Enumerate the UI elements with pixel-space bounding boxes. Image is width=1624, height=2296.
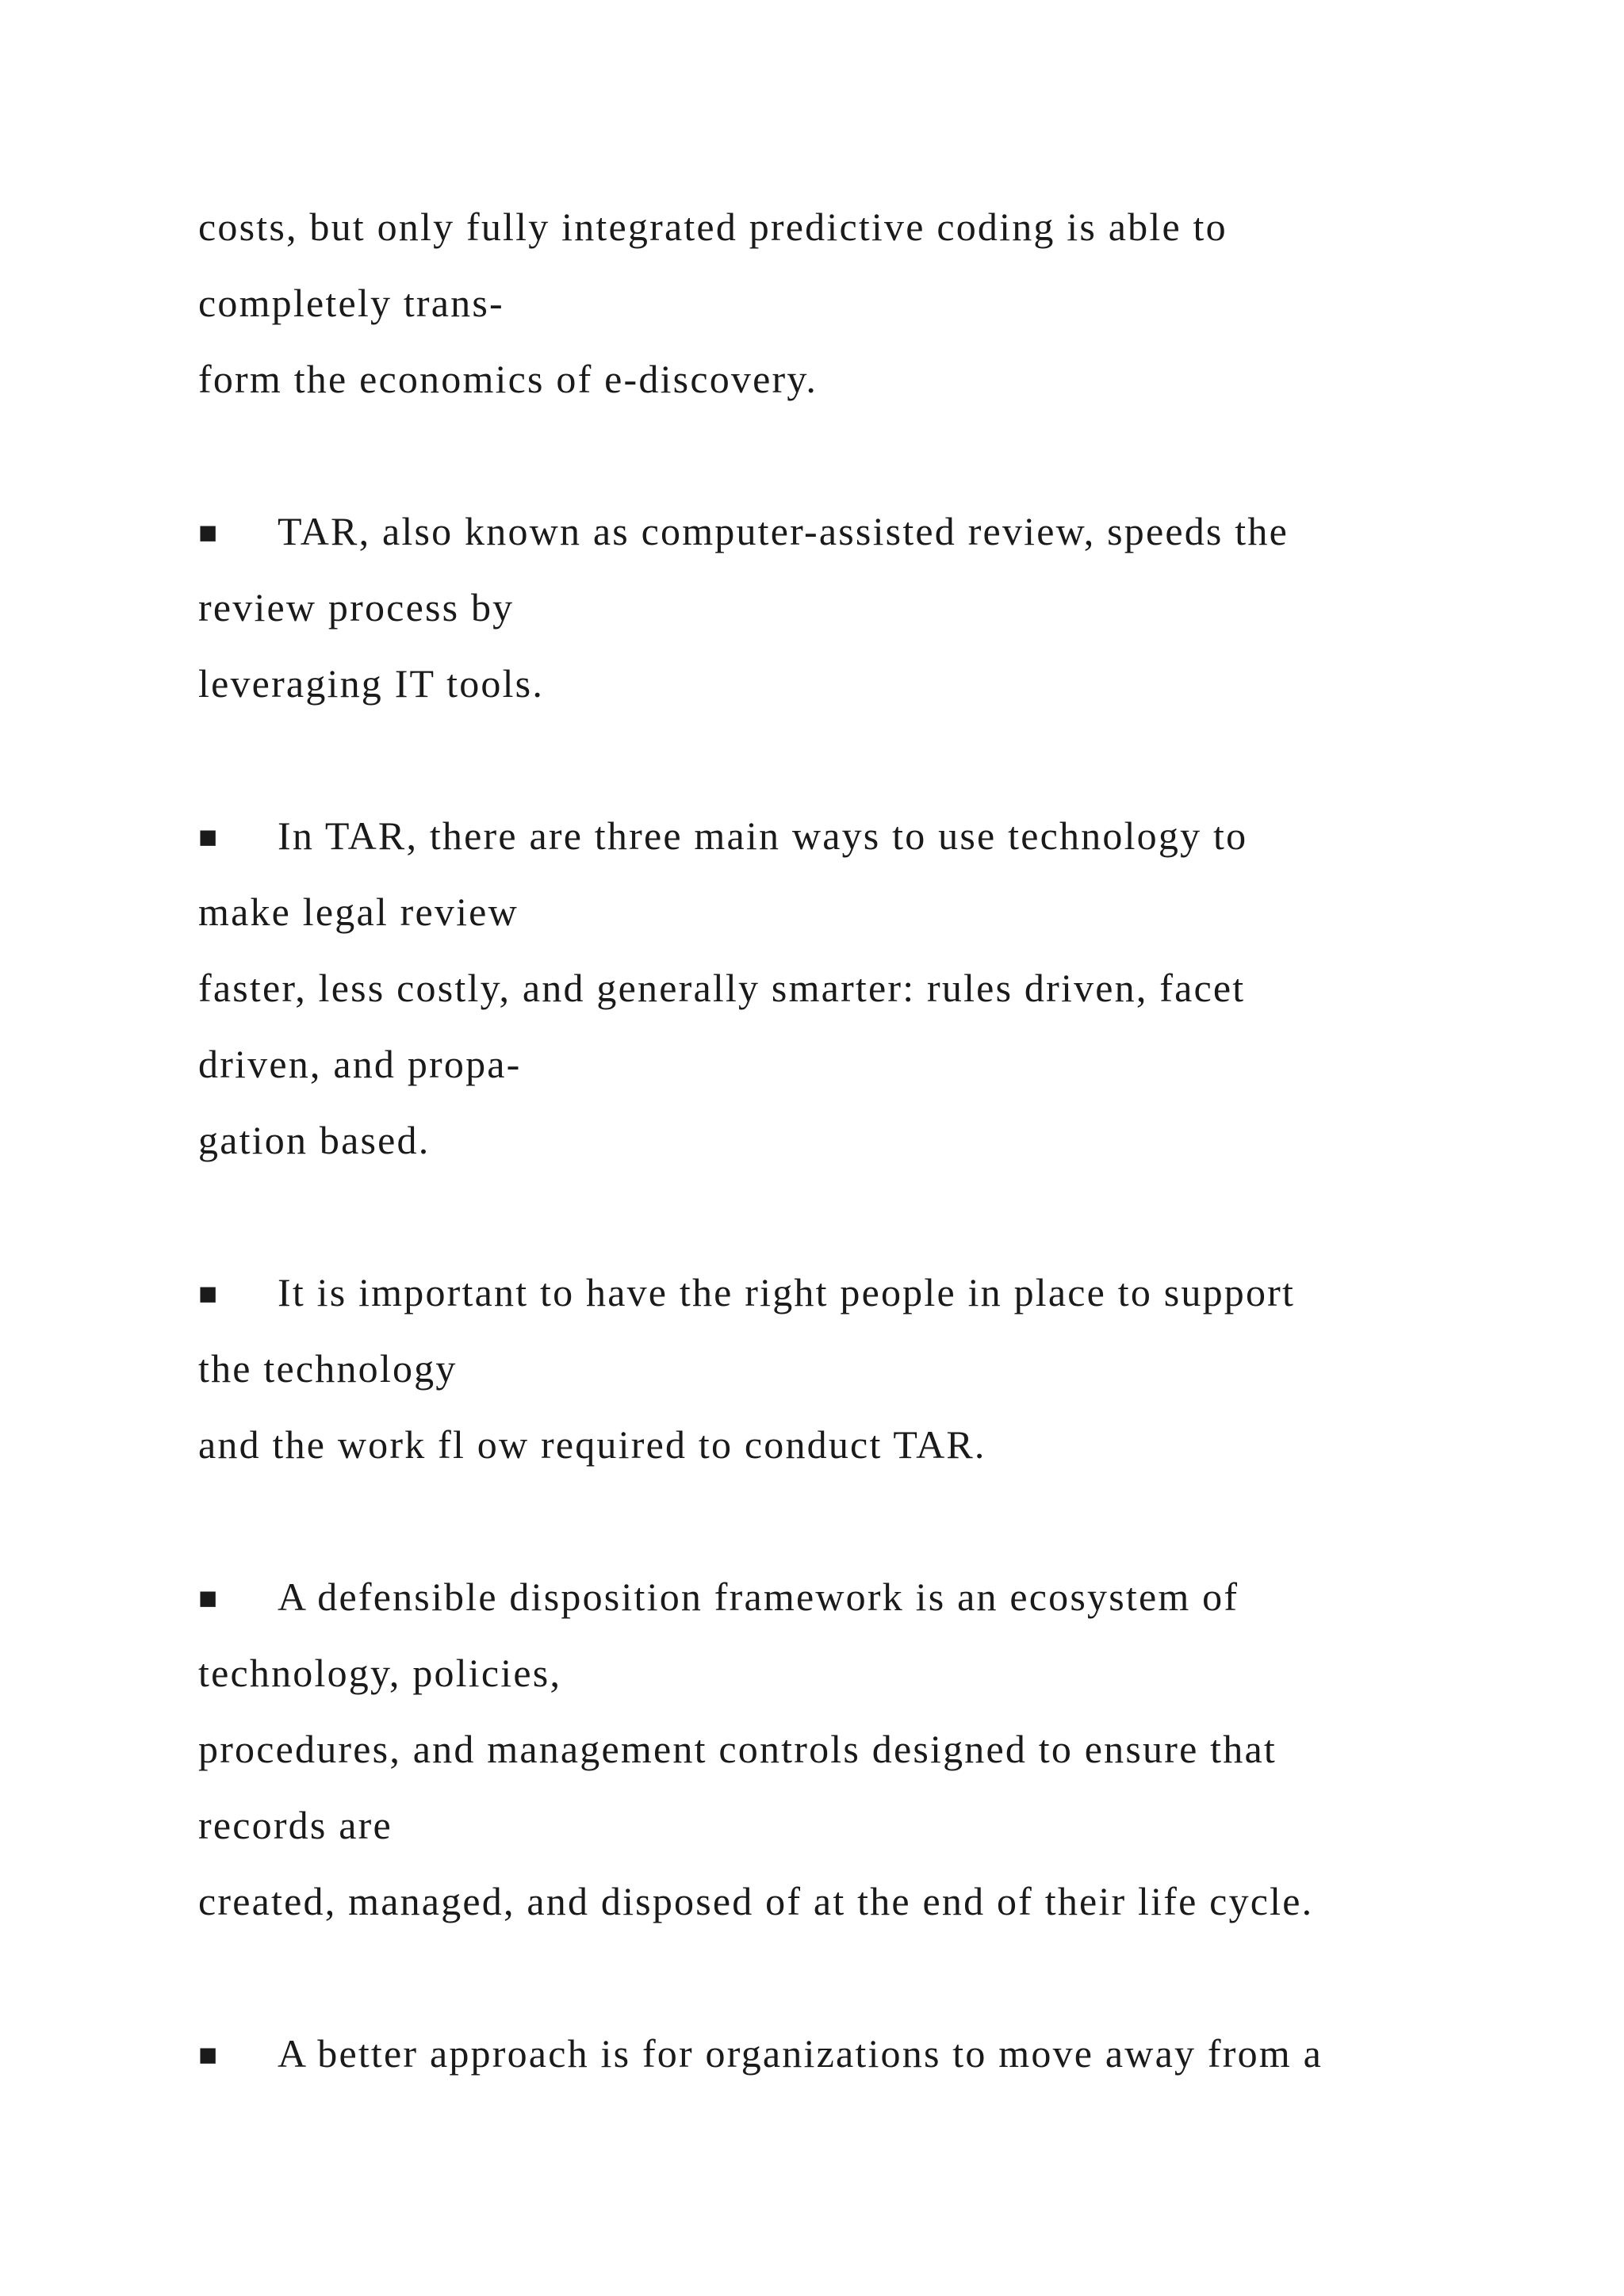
square-bullet-icon: ■ (198, 1580, 218, 1616)
paragraph-line: and the work fl ow required to conduct TAR. (198, 1422, 986, 1467)
paragraph-line: leveraging IT tools. (198, 661, 545, 706)
paragraph-line: created, managed, and disposed of at the end of their life cycle. (198, 1879, 1314, 1923)
square-bullet-icon: ■ (198, 819, 218, 855)
paragraph-line: review process by (198, 585, 515, 629)
paragraph-spacer (198, 1939, 1546, 2015)
paragraph-line: faster, less costly, and generally smarter: rules driven, facet (198, 966, 1246, 1010)
bullet-item (198, 1559, 1546, 1939)
square-bullet-icon: ■ (198, 2037, 218, 2072)
bullet-text: A better approach is for organizations to move away from a (278, 2031, 1323, 2076)
paragraph-line: technology, policies, (198, 1651, 562, 1695)
paragraph-line: make legal review (198, 890, 519, 934)
paragraph-line: records are (198, 1803, 393, 1847)
paragraph-line: form the economics of e-discovery. (198, 357, 818, 401)
bullet-first-line (198, 798, 1546, 874)
paragraph-line: driven, and propa- (198, 1042, 522, 1086)
paragraph-spacer (198, 1178, 1546, 1254)
bullet-item (198, 798, 1546, 1178)
square-bullet-icon: ■ (198, 515, 218, 550)
paragraph-line: gation based. (198, 1118, 431, 1162)
paragraph-spacer (198, 1483, 1546, 1559)
bullet-first-line (198, 1559, 1546, 1635)
paragraph-spacer (198, 721, 1546, 798)
paragraph-spacer (198, 417, 1546, 493)
paragraph-line: procedures, and management controls designed to ensure that (198, 1727, 1277, 1771)
bullet-first-line (198, 493, 1546, 569)
paragraph-line: costs, but only fully integrated predictive coding is able to (198, 205, 1228, 249)
intro-paragraph (198, 189, 1546, 417)
bullet-text: It is important to have the right people in place to support (278, 1270, 1296, 1314)
bullet-item (198, 1254, 1546, 1483)
document-body (198, 189, 1546, 2091)
square-bullet-icon: ■ (198, 1276, 218, 1311)
bullet-first-line (198, 1254, 1546, 1330)
bullet-item (198, 493, 1546, 721)
bullet-text: In TAR, there are three main ways to use technology to (278, 813, 1248, 858)
bullet-item (198, 2015, 1546, 2091)
bullet-text: A defensible disposition framework is an ecosystem of (278, 1575, 1239, 1619)
paragraph-line: completely trans- (198, 281, 504, 325)
bullet-text: TAR, also known as computer-assisted review, speeds the (278, 509, 1289, 553)
paragraph-line: the technology (198, 1346, 458, 1391)
bullet-first-line (198, 2015, 1546, 2091)
